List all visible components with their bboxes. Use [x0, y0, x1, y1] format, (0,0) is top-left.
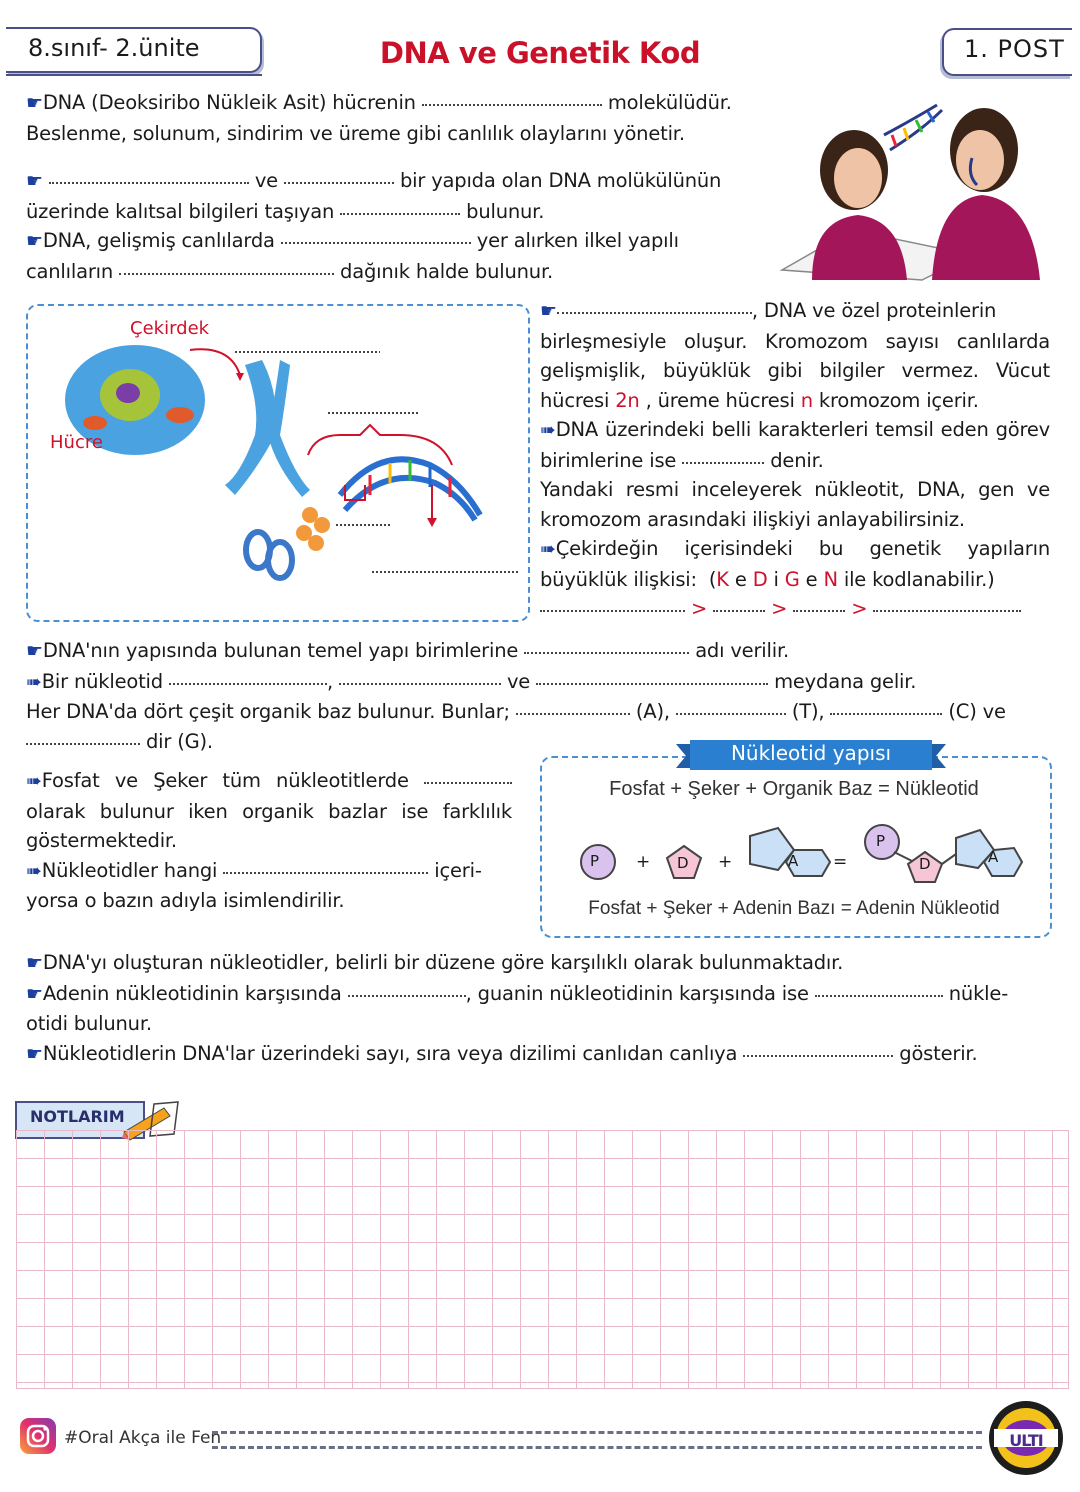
p3-second: canlıların	[26, 259, 114, 283]
post-label-box	[942, 28, 1072, 76]
r5-text: DNA üzerindeki belli karakterleri temsil eden görev birimlerine ise	[540, 418, 1050, 472]
gt-sign: >	[771, 597, 788, 620]
plus-sign: +	[718, 852, 733, 872]
page-title: DNA ve Genetik Kod	[379, 36, 701, 70]
code-n: N	[823, 567, 838, 591]
r2-text: birleşmesiyle oluşur. Kromozom sayısı canlılarda gelişmişlik, büyüklük gibi bilgiler vermez. Vücut hücresi	[540, 329, 1050, 412]
students-illustration	[772, 80, 1072, 285]
blank-line	[49, 182, 249, 184]
nucleotide-d-letter: D	[919, 855, 931, 873]
blank-line	[873, 610, 1021, 612]
post-label: 1. POST	[964, 35, 1065, 63]
l5-text-2: olarak bulunur iken organik bazlar ise farklılık göstermektedir.	[26, 799, 512, 852]
p2-text: bir yapıda olan DNA molükülünün	[399, 169, 722, 192]
code-e2: e	[805, 567, 818, 591]
plus-sign: +	[636, 852, 651, 872]
arrow-icon: ➠	[540, 419, 556, 441]
nucleotide-banner: Nükleotid yapısı	[730, 741, 892, 765]
pointing-hand-icon: ☛	[26, 640, 43, 662]
pointing-hand-icon: ☛	[26, 1042, 43, 1065]
footer-divider	[212, 1431, 982, 1449]
blank-line	[815, 995, 943, 997]
p2-end: bulunur.	[466, 199, 545, 223]
instagram-icon	[18, 1416, 58, 1456]
l3-a: (A),	[635, 700, 670, 723]
r3-text: , üreme hücresi	[645, 388, 795, 412]
p2-second: üzerinde kalıtsal bilgileri taşıyan	[26, 199, 335, 223]
blank-line	[223, 872, 428, 874]
unit-label: 8.sınıf- 2.ünite	[28, 34, 200, 62]
r1-text: , DNA ve özel proteinlerin	[751, 299, 997, 322]
arrow-icon: ➠	[26, 670, 42, 693]
l4-text: dir (G).	[146, 729, 213, 753]
blank-line	[169, 683, 327, 685]
pointing-hand-icon: ☛	[26, 230, 43, 252]
equals-sign: =	[833, 852, 848, 872]
blank-line	[424, 782, 512, 784]
footer-handle[interactable]: #Oral Akça ile Fen	[64, 1428, 222, 1448]
blank-line	[340, 213, 460, 215]
nucleotide-p-letter: P	[876, 832, 886, 850]
l6-text-3: yorsa o bazın adıyla isimlendirilir.	[26, 889, 345, 912]
l2-text: Bir nükleotid	[41, 669, 163, 693]
code-open: (	[708, 567, 717, 591]
code-close: ile kodlanabilir.)	[843, 567, 995, 591]
blank-line	[793, 610, 845, 612]
code-k: K	[716, 567, 729, 591]
l5-text: Fosfat ve Şeker tüm nükleotitlerde	[41, 769, 409, 792]
haploid-value: n	[800, 388, 813, 412]
nucleotide-diagram	[560, 818, 1040, 888]
blank-line	[830, 713, 942, 715]
formula-bottom: Fosfat + Şeker + Adenin Bazı = Adenin Nükleotid	[588, 898, 1000, 919]
p1-end: molekülüdür.	[607, 91, 732, 114]
r7-text: Yandaki resmi inceleyerek nükleotit, DNA, gen ve kromozom arasındaki ilişkiyi anlayabilirsiniz.	[540, 478, 1050, 531]
adenine-letter: A	[788, 852, 799, 870]
blank-line	[676, 713, 786, 715]
blank-line	[339, 683, 501, 685]
p2-and: ve	[254, 169, 278, 192]
blank-line	[348, 995, 466, 997]
blank-line	[26, 743, 140, 745]
intro-paragraph	[26, 88, 754, 286]
blank-line	[284, 182, 394, 184]
pointing-hand-icon: ☛	[26, 170, 43, 192]
l2-and: ve	[506, 669, 531, 693]
blank-line	[119, 273, 334, 275]
l1-text: DNA'nın yapısında bulunan temel yapı birimlerine	[42, 639, 519, 662]
blank-line	[713, 610, 765, 612]
blank-line	[536, 683, 768, 685]
p3-text: DNA, gelişmiş canlılarda	[42, 229, 275, 252]
r4-text: kromozom içerir.	[818, 388, 979, 412]
ulti-logo-text: ULTI	[1009, 1431, 1043, 1450]
cell-chromosome-dna-figure	[40, 315, 520, 610]
b2-text-2: , guanin nükleotidinin karşısında ise	[465, 981, 809, 1005]
arrow-icon: ➠	[26, 859, 42, 882]
p3-end: dağınık halde bulunur.	[340, 259, 553, 283]
code-g: G	[784, 567, 800, 591]
l3-text: Her DNA'da dört çeşit organik baz bulunur. Bunlar;	[26, 700, 510, 723]
cekirdek-label: Çekirdek	[130, 318, 210, 339]
pointing-hand-icon: ☛	[26, 952, 43, 974]
l2-end: meydana gelir.	[774, 669, 917, 693]
notes-grid[interactable]	[16, 1130, 1069, 1389]
formula-top: Fosfat + Şeker + Organik Baz = Nükleotid	[609, 778, 979, 800]
p3-text-2: yer alırken ilkel yapılı	[476, 229, 679, 252]
blank-line	[557, 312, 752, 314]
p1-text: DNA (Deoksiribo Nükleik Asit) hücrenin	[42, 91, 416, 114]
header-underline	[6, 74, 262, 76]
blank-line	[682, 462, 764, 464]
b2-text: Adenin nükleotidinin karşısında	[42, 981, 342, 1005]
code-e1: e	[734, 567, 747, 591]
l3-c: (C) ve	[948, 700, 1006, 723]
gt-sign: >	[691, 597, 708, 620]
l3-t: (T),	[791, 700, 825, 723]
b2-text-3: nükle-	[948, 981, 1009, 1005]
r8-text: Çekirdeğin içerisindeki bu genetik yapıların büyüklük ilişkisi:	[540, 537, 1050, 591]
fosfat-paragraph	[26, 766, 512, 916]
arrow-icon: ➠	[540, 538, 556, 560]
nucleotide-a-letter: A	[988, 848, 999, 866]
blank-line	[422, 104, 602, 106]
r6-text: denir.	[770, 448, 824, 472]
b1-text: DNA'yı oluşturan nükleotidler, belirli bir düzene göre karşılıklı olarak bulunmaktadır.	[42, 951, 844, 974]
blank-line	[540, 610, 685, 612]
hucre-label: Hücre	[50, 432, 103, 453]
blank-line	[524, 652, 689, 654]
phosphate-letter: P	[590, 852, 600, 870]
b3-end: gösterir.	[899, 1041, 978, 1065]
diploid-value: 2n	[615, 388, 640, 412]
blank-line	[743, 1055, 893, 1057]
arrow-icon: ➠	[26, 770, 42, 792]
chromosome-paragraph	[540, 296, 1050, 624]
code-d: D	[752, 567, 768, 591]
blank-line	[516, 713, 630, 715]
l6-text-2: içeri-	[434, 858, 482, 882]
p1-second-line: Beslenme, solunum, sindirim ve üreme gibi canlılık olaylarını yönetir.	[26, 121, 685, 145]
b3-text: Nükleotidlerin DNA'lar üzerindeki sayı, sıra veya dizilimi canlıdan canlıya	[42, 1041, 738, 1065]
l2-comma: ,	[326, 669, 333, 693]
notes-label: NOTLARIM	[30, 1107, 125, 1126]
l1-end: adı verilir.	[695, 639, 789, 662]
l6-text: Nükleotidler hangi	[41, 858, 218, 882]
code-i: i	[773, 567, 779, 591]
base-pairing-paragraph	[26, 948, 1052, 1069]
sugar-letter: D	[677, 854, 689, 872]
pointing-hand-icon: ☛	[540, 300, 557, 322]
blank-line	[281, 242, 471, 244]
gt-sign: >	[851, 597, 868, 620]
b2-text-4: otidi bulunur.	[26, 1012, 152, 1035]
pointing-hand-icon: ☛	[26, 982, 43, 1005]
pointing-hand-icon: ☛	[26, 92, 43, 114]
